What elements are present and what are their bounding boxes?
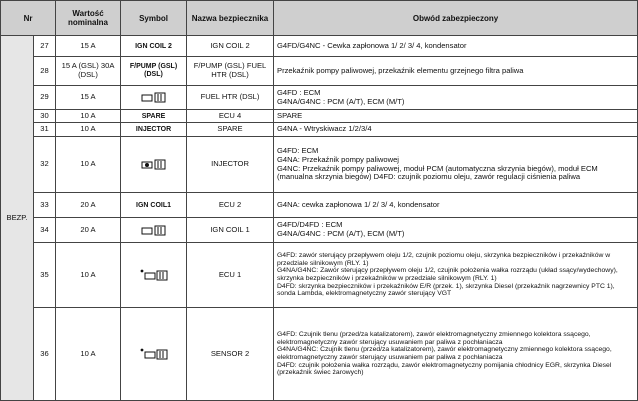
fuse-nr: 32 (34, 137, 56, 193)
fuse-circuit: G4FD/G4NC - Cewka zapłonowa 1/ 2/ 3/ 4, kondensator (274, 36, 638, 57)
injector-icon (141, 159, 167, 170)
fuse-circuit: G4FD: Czujnik tlenu (przed/za katalizatorem), zawór elektromagnetyczny zmiennego kolektora ssącego, elektromagnetyczny zawór sterujący usuwaniem par paliwa z pochłaniacza G4NA/G4NC: Czujnik tlenu (przed/za katalizatorem), zawór elektromagnetyczny zmiennego kolektora ssącego, elektromagnetyczny zawór sterujący usuwaniem par paliwa z pochłaniacza D4FD: czujnik położenia wałka rozrządu, zawór elektromagnetyczny pomijania chłodnicy EGR, skrzynka Diesel (przekaźnik świec żarowych) (274, 308, 638, 401)
symbol-text: INJECTOR (135, 126, 172, 133)
fuse-circuit: G4NA: cewka zapłonowa 1/ 2/ 3/ 4, kondensator (274, 193, 638, 218)
ecu-module-icon (139, 268, 169, 282)
table-row (1, 57, 638, 86)
fuse-symbol (121, 243, 187, 308)
fuse-rating: 10 A (56, 308, 121, 401)
fuse-name: IGN COIL 2 (187, 36, 274, 57)
fuse-symbol (121, 137, 187, 193)
fuse-nr: 31 (34, 123, 56, 137)
header-nr: Nr (1, 1, 56, 36)
fuse-name: ECU 4 (187, 110, 274, 123)
fuse-circuit: G4FD/D4FD : ECM G4NA/G4NC : PCM (A/T), ECM (M/T) (274, 218, 638, 243)
header-symbol: Symbol (121, 1, 187, 36)
fuse-circuit: SPARE (274, 110, 638, 123)
fuse-name: FUEL HTR (DSL) (187, 86, 274, 110)
fuse-name: ECU 2 (187, 193, 274, 218)
symbol-text: SPARE (141, 112, 166, 120)
fuse-circuit: G4FD: zawór sterujący przepływem oleju 1/2, czujnik poziomu oleju, skrzynka bezpieczników i przekaźników w przedziale silnikowym (RLY. 1) G4NA/G4NC: Zawór sterujący przepływem oleju 1/2, czujnik położenia wałka rozrządu (układ ssący/wydechowy), skrzynka bezpieczników i przekaźników w przedziale silnikowym (RLY. 1) D4FD: skrzynka bezpieczników i przekaźników E/R (przek. 1), skrzynka Diesel (przekaźnik nagrzewnicy PTC 1), sonda Lambda, elektromagnetyczny zawór sterujący VGT (274, 243, 638, 308)
fuse-symbol (121, 110, 187, 123)
fuse-rating: 10 A (56, 110, 121, 123)
fuse-symbol (121, 193, 187, 218)
fuse-symbol (121, 123, 187, 137)
group-label: BEZP. (1, 36, 34, 401)
fuse-rating: 20 A (56, 218, 121, 243)
sensor-icon (139, 347, 169, 361)
fuse-nr: 28 (34, 57, 56, 86)
fuse-circuit: G4NA - Wtryskiwacz 1/2/3/4 (274, 123, 638, 137)
symbol-text: IGN COIL 2 (135, 42, 172, 50)
table-row (1, 243, 638, 308)
header-row (1, 1, 638, 36)
fuse-name: ECU 1 (187, 243, 274, 308)
fuse-symbol (121, 308, 187, 401)
ecu-icon (141, 225, 167, 236)
symbol-text: F/PUMP (GSL) (DSL) (129, 63, 178, 78)
fuse-name: F/PUMP (GSL) FUEL HTR (DSL) (187, 57, 274, 86)
fuse-name: IGN COIL 1 (187, 218, 274, 243)
fuse-rating: 15 A (GSL) 30A (DSL) (56, 57, 121, 86)
fuse-rating: 15 A (56, 36, 121, 57)
table-row (1, 137, 638, 193)
header-circuit: Obwód zabezpieczony (274, 1, 638, 36)
header-rating: Wartość nominalna (56, 1, 121, 36)
fuse-nr: 30 (34, 110, 56, 123)
table-row (1, 218, 638, 243)
fuse-symbol (121, 86, 187, 110)
fuse-nr: 35 (34, 243, 56, 308)
fuse-rating: 10 A (56, 243, 121, 308)
fuse-rating: 10 A (56, 123, 121, 137)
table-row (1, 86, 638, 110)
fuse-symbol (121, 36, 187, 57)
fuse-name: INJECTOR (187, 137, 274, 193)
fuel-heater-icon (141, 92, 167, 103)
fuse-circuit: G4FD: ECM G4NA: Przekaźnik pompy paliwowej G4NC: Przekaźnik pompy paliwowej, moduł PCM (automatyczna skrzynia biegów), moduł ECM (manualna skrzynia biegów) D4FD: czujnik poziomu oleju, zawór regulacji ciśnienia paliwa (274, 137, 638, 193)
fuse-symbol (121, 57, 187, 86)
table-row (1, 308, 638, 401)
fuse-rating: 10 A (56, 137, 121, 193)
fuse-nr: 33 (34, 193, 56, 218)
fuse-nr: 36 (34, 308, 56, 401)
fuse-name: SPARE (187, 123, 274, 137)
table-row (1, 36, 638, 57)
table-row (1, 123, 638, 137)
fuse-rating: 15 A (56, 86, 121, 110)
fuse-rating: 20 A (56, 193, 121, 218)
header-name: Nazwa bezpiecznika (187, 1, 274, 36)
fuse-symbol (121, 218, 187, 243)
symbol-text: IGN COIL1 (136, 201, 172, 209)
fuse-nr: 34 (34, 218, 56, 243)
table-row (1, 110, 638, 123)
fuse-nr: 27 (34, 36, 56, 57)
table-row (1, 193, 638, 218)
fuse-circuit: G4FD : ECM G4NA/G4NC : PCM (A/T), ECM (M/T) (274, 86, 638, 110)
fuse-circuit: Przekaźnik pompy paliwowej, przekaźnik elementu grzejnego filtra paliwa (274, 57, 638, 86)
fuse-name: SENSOR 2 (187, 308, 274, 401)
fuse-nr: 29 (34, 86, 56, 110)
